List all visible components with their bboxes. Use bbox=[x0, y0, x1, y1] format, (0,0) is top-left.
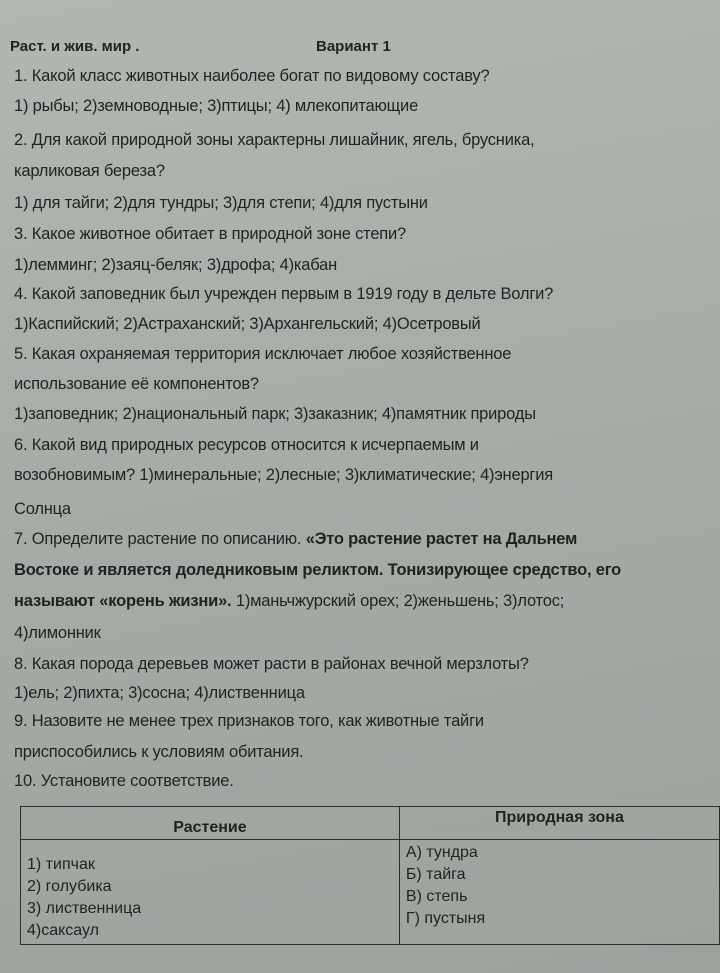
table-header-plant: Растение bbox=[21, 807, 400, 840]
question-4-text: 4. Какой заповедник был учрежден первым в 1919 году в дельте Волги? bbox=[14, 285, 554, 303]
question-7-description-end: называют «корень жизни». bbox=[14, 592, 232, 610]
plant-item: 1) типчак bbox=[27, 856, 95, 873]
question-7-line-3 bbox=[14, 592, 564, 611]
question-7-line-1 bbox=[14, 530, 577, 549]
question-8-options: 1)ель; 2)пихта; 3)сосна; 4)лиственница bbox=[14, 684, 305, 702]
subject-title: Раст. и жив. мир . bbox=[10, 38, 140, 55]
variant-title: Вариант 1 bbox=[316, 38, 391, 55]
question-6-options: возобновимым? 1)минеральные; 2)лесные; 3)климатические; 4)энергия bbox=[14, 466, 553, 484]
question-3-options: 1)лемминг; 2)заяц-беляк; 3)дрофа; 4)кабан bbox=[14, 256, 337, 274]
question-9-text-cont: приспособились к условиям обитания. bbox=[14, 743, 304, 761]
worksheet-header bbox=[10, 38, 710, 62]
zones-cell bbox=[399, 840, 719, 945]
zone-item: Г) пустыня bbox=[405, 910, 486, 927]
zone-item: В) степь bbox=[405, 888, 468, 905]
zone-item: Б) тайга bbox=[405, 866, 466, 883]
question-10-text: 10. Установите соответствие. bbox=[14, 772, 234, 790]
question-7-description: Востоке и является доледниковым реликтом. Тонизирующее средство, его bbox=[14, 561, 622, 579]
question-7-description-start: «Это растение растет на Дальнем bbox=[305, 530, 578, 548]
question-5-text: 5. Какая охраняемая территория исключает любое хозяйственное bbox=[14, 345, 512, 363]
table-body-row bbox=[21, 840, 720, 945]
question-5-text-cont: использование её компонентов? bbox=[14, 375, 259, 393]
plant-item: 3) лиственница bbox=[27, 900, 142, 917]
question-7-options-cont: 4)лимонник bbox=[14, 624, 101, 642]
question-6-options-cont: Солнца bbox=[14, 500, 71, 518]
plant-item: 2) голубика bbox=[27, 878, 112, 895]
table-header-row bbox=[21, 807, 720, 840]
question-7-options: 1)маньчжурский орех; 2)женьшень; 3)лотос; bbox=[235, 592, 565, 610]
question-5-options: 1)заповедник; 2)национальный парк; 3)заказник; 4)памятник природы bbox=[14, 405, 536, 423]
matching-table bbox=[20, 806, 720, 945]
zone-item: А) тундра bbox=[405, 844, 478, 861]
question-4-options: 1)Каспийский; 2)Астраханский; 3)Архангельский; 4)Осетровый bbox=[14, 315, 481, 333]
question-8-text: 8. Какая порода деревьев может расти в районах вечной мерзлоты? bbox=[14, 655, 529, 673]
question-6-text: 6. Какой вид природных ресурсов относится к исчерпаемым и bbox=[14, 436, 479, 454]
question-2-options: 1) для тайги; 2)для тундры; 3)для степи; 4)для пустыни bbox=[14, 194, 428, 212]
question-1-options: 1) рыбы; 2)земноводные; 3)птицы; 4) млекопитающие bbox=[14, 97, 419, 115]
question-2-text: 2. Для какой природной зоны характерны лишайник, ягель, брусника, bbox=[14, 131, 535, 149]
question-2-text-cont: карликовая береза? bbox=[14, 162, 165, 180]
question-7-prompt: 7. Определите растение по описанию. bbox=[14, 530, 302, 548]
question-1-text: 1. Какой класс животных наиболее богат по видовому составу? bbox=[14, 67, 490, 85]
question-3-text: 3. Какое животное обитает в природной зоне степи? bbox=[14, 225, 407, 243]
table-header-zone: Природная зона bbox=[399, 807, 719, 840]
plant-item: 4)саксаул bbox=[27, 922, 100, 939]
question-9-text: 9. Назовите не менее трех признаков того, как животные тайги bbox=[14, 712, 484, 730]
plants-cell bbox=[21, 840, 400, 945]
